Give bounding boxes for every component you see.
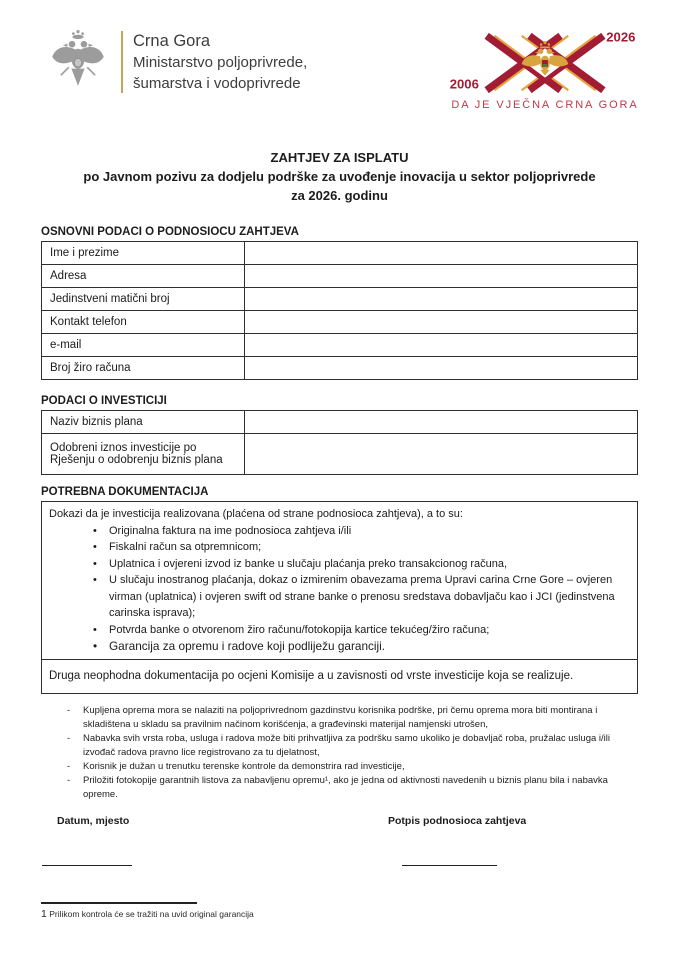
table-row — [42, 311, 638, 334]
row-label: Jedinstveni matični broj — [42, 288, 245, 311]
title-subtitle: po Javnom pozivu za dodjelu podrške za uvođenje inovacija u sektor poljoprivrede — [83, 169, 596, 184]
row-value-cell — [245, 334, 638, 357]
row-label: Ime i prezime — [42, 242, 245, 265]
ministry-identity — [45, 26, 307, 98]
country-name: Crna Gora — [133, 31, 211, 50]
logo-year-right: 2026 — [606, 29, 636, 45]
row-value-cell — [245, 242, 638, 265]
documentation-box — [41, 501, 638, 694]
applicant-table — [41, 241, 638, 380]
table-row — [42, 265, 638, 288]
investment-table — [41, 410, 638, 475]
document-title-block — [41, 148, 638, 205]
row-value-cell — [245, 434, 638, 475]
footnote — [41, 908, 638, 920]
doc-bullet: • U slučaju inostranog plaćanja, dokaz o izmirenim obavezama prema Upravi carina Crne Gore – ovjeren virman (uplatnica) i ovjeren swift od strane banke o prenosu sredstava dobavljaču kao i JCI (jedinstvena carinska isprava); — [93, 572, 630, 622]
doc-bullet: • Originalna faktura na ime podnosioca zahtjeva i/ili — [93, 523, 630, 540]
conditions-list — [65, 704, 638, 802]
documentation-intro: Dokazi da je investicija realizovana (plaćena od strane podnosioca zahtjeva), a to su: — [49, 508, 463, 520]
date-place-label: Datum, mjesto — [57, 814, 130, 827]
doc-bullet: • Potvrda banke o otvorenom žiro računu/fotokopija kartice tekućeg/žiro računa; — [93, 622, 630, 639]
documentation-bullet-list — [49, 523, 630, 655]
anniversary-xx-icon — [447, 28, 643, 98]
coat-of-arms-icon — [45, 26, 111, 98]
row-value-cell — [245, 265, 638, 288]
condition-item: - Korisnik je dužan u trenutku terenske kontrole da demonstrira rad investicije, — [65, 760, 638, 774]
anniversary-logo — [447, 28, 643, 111]
row-value-cell — [245, 311, 638, 334]
other-documentation-box: Druga neophodna dokumentacija po ocjeni Komisije a u zavisnosti od vrste investicije koja se realizuje. — [49, 669, 574, 682]
row-label: Odobreni iznos investicije po Rješenju o odobrenju biznis plana — [42, 434, 245, 475]
row-label: e-mail — [42, 334, 245, 357]
doc-bullet: • Garancija za opremu i radove koji podliježu garanciji. — [93, 638, 630, 655]
logo-year-left: 2006 — [449, 76, 479, 92]
row-value-cell — [245, 357, 638, 380]
ministry-text — [133, 31, 307, 94]
logo-slogan: DA JE VJEČNA CRNA GORA — [451, 99, 639, 111]
applicant-section-heading: OSNOVNI PODACI O PODNOSIOCU ZAHTJEVA — [41, 226, 299, 238]
documentation-section-heading: POTREBNA DOKUMENTACIJA — [41, 486, 209, 498]
table-row — [42, 334, 638, 357]
ministry-name-line2: šumarstva i vodoprivrede — [133, 74, 301, 92]
footnote-rule — [41, 902, 197, 904]
row-label: Adresa — [42, 265, 245, 288]
row-label: Kontakt telefon — [42, 311, 245, 334]
signature-label: Potpis podnosioca zahtjeva — [388, 814, 527, 827]
row-value-cell — [245, 288, 638, 311]
row-label: Broj žiro računa — [42, 357, 245, 380]
page-title: ZAHTJEV ZA ISPLATU — [270, 150, 409, 165]
doc-bullet: • Uplatnica i ovjereni izvod iz banke u slučaju plaćanja preko transakcionog računa, — [93, 556, 630, 573]
footnote-marker: 1 — [41, 907, 47, 920]
gold-divider — [121, 31, 123, 93]
table-row — [42, 357, 638, 380]
table-row — [42, 411, 638, 434]
ministry-name-line1: Ministarstvo poljoprivrede, — [133, 53, 308, 71]
condition-item: - Nabavka svih vrsta roba, usluga i radova može biti prihvatljiva za podršku samo ukoliko je dobavljač roba, pružalac usluga i/ili izvođač radova pravno lice registrovano za tu djelatnost, — [65, 732, 638, 760]
applicant-signature-line — [402, 865, 497, 866]
doc-bullet: • Fiskalni račun sa otpremnicom; — [93, 539, 630, 556]
table-row — [42, 288, 638, 311]
documentation-main — [42, 502, 637, 660]
row-label: Naziv biznis plana — [42, 411, 245, 434]
signature-block — [41, 815, 638, 871]
condition-item: - Priložiti fotokopije garantnih listova za nabavljenu opremu¹, ako je jedna od aktivnosti navedenih u biznis planu bila i nabavka opreme. — [65, 774, 638, 802]
row-value-cell — [245, 411, 638, 434]
title-year: za 2026. godinu — [291, 188, 388, 203]
date-signature-line — [42, 865, 132, 866]
condition-item: - Kupljena oprema mora se nalaziti na poljoprivrednom gazdinstvu korisnika podrške, pri čemu oprema mora biti montirana i skladištena u skladu sa pravilnim načinom korišćenja, a građevinski materijal namjenski utrošen, — [65, 704, 638, 732]
investment-section-heading: PODACI O INVESTICIJI — [41, 395, 167, 407]
table-row — [42, 434, 638, 475]
footnote-text: Prilikom kontrola će se tražiti na uvid original garancija — [49, 908, 254, 919]
document-header — [45, 26, 643, 111]
table-row — [42, 242, 638, 265]
